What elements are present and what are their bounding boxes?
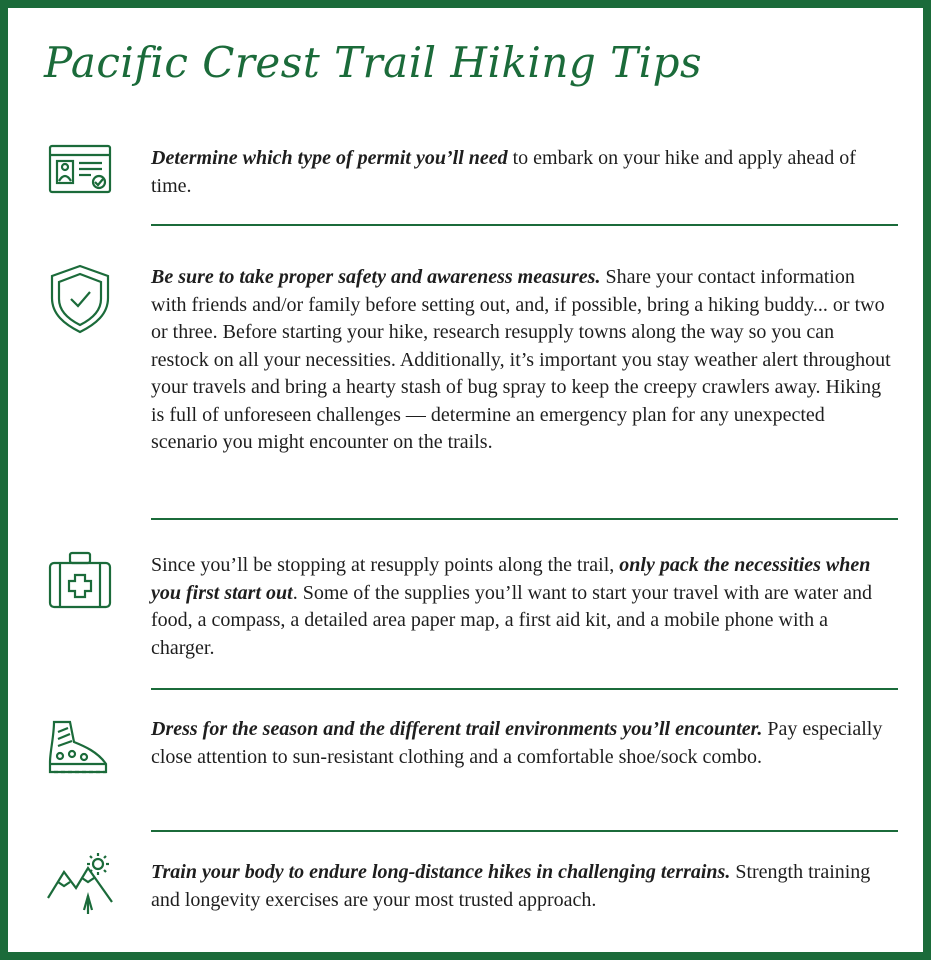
mountains-sun-icon — [44, 850, 116, 922]
divider — [151, 518, 898, 520]
hiking-boot-icon — [44, 712, 116, 784]
shield-check-icon — [44, 262, 116, 334]
divider — [151, 224, 898, 226]
tip-2-text: Share your contact information with friends and/or family before setting out, and, if possible, bring a hiking buddy... or two or three. Before starting your hike, research resupply towns along the way so you can restock on all your necessities. Additionally, it’s important you stay weather alert throughout your travels and bring a hearty stash of bug spray to keep the creepy crawlers away. Hiking is full of unforeseen challenges — determine an emergency plan for any unexpected scenario you might encounter on the trails. — [151, 266, 891, 453]
divider — [151, 688, 898, 690]
divider — [151, 830, 898, 832]
tip-5-text: Strength training and longevity exercises are your most trusted approach. — [151, 861, 871, 911]
first-aid-kit-icon — [44, 545, 116, 617]
tip-5-bold: Train your body to endure long-distance hikes in challenging terrains. — [151, 861, 731, 883]
page-title: Pacific Crest Trail Hiking Tips — [44, 38, 703, 87]
tip-4-text: Pay especially close attention to sun-resistant clothing and a comfortable shoe/sock combo. — [151, 718, 883, 768]
tip-2-bold: Be sure to take proper safety and awareness measures. — [151, 266, 601, 288]
permit-card-icon — [44, 136, 116, 208]
tip-3-pre: Since you’ll be stopping at resupply points along the trail, — [151, 554, 620, 576]
tip-4-bold: Dress for the season and the different trail environments you’ll encounter. — [151, 718, 763, 740]
tip-3-text: . Some of the supplies you’ll want to start your travel with are water and food, a compass, a detailed area paper map, a first aid kit, and a mobile phone with a charger. — [151, 581, 872, 659]
tip-3-bold: only pack the necessities when you first start out — [151, 554, 871, 604]
tip-1-bold: Determine which type of permit you’ll need — [151, 147, 508, 169]
tip-1-text: to embark on your hike and apply ahead of time. — [151, 147, 856, 197]
